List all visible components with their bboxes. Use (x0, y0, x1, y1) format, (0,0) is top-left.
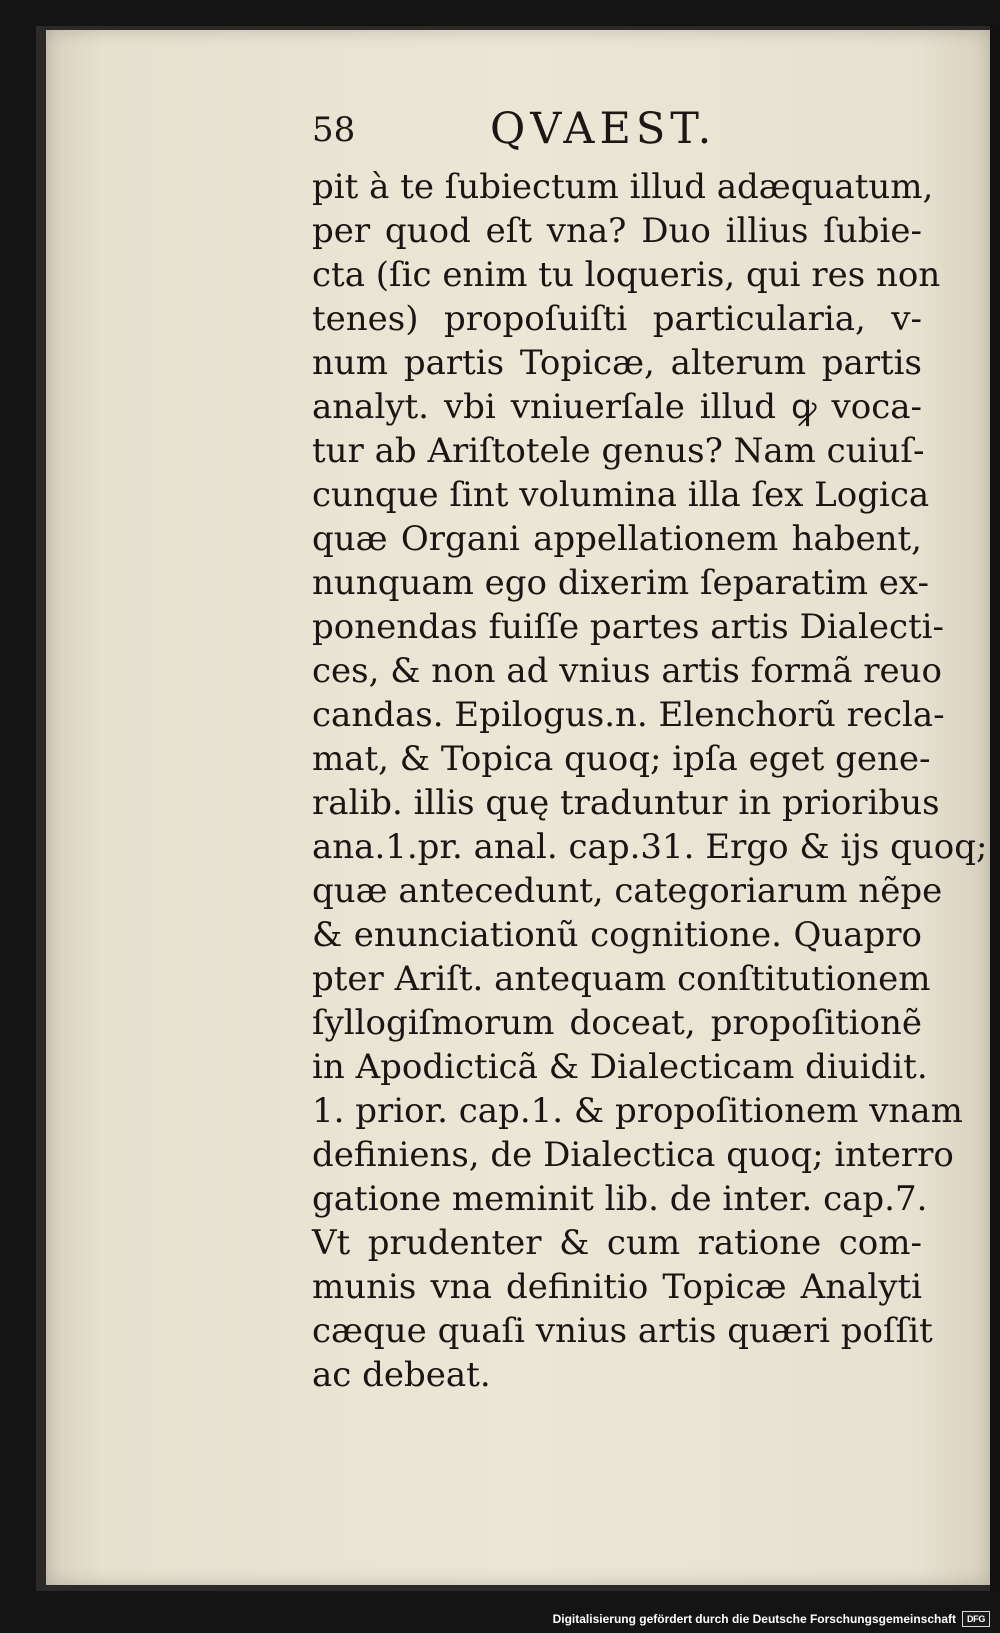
text-line: ralib. illis quę traduntur in prioribus (312, 783, 940, 823)
credit-text: Digitalisierung gefördert durch die Deutsche Forschungsgemeinschaft (552, 1612, 956, 1626)
text-line: definiens, de Dialectica quoq; interro (312, 1135, 954, 1175)
text-line: Vt prudenter & cum ratione com- (312, 1223, 922, 1263)
text-line: ces, & non ad vnius artis formã reuo (312, 651, 943, 691)
text-line: quæ antecedunt, categoriarum nẽpe (312, 871, 943, 911)
text-line: cunque ſint volumina illa ſex Logica (312, 475, 930, 515)
text-line: & enunciationũ cognitione. Quapro (312, 915, 922, 955)
text-line: munis vna definitio Topicæ Analyti (312, 1267, 922, 1307)
text-line: ana.1.pr. anal. cap.31. Ergo & ijs quoq; (312, 827, 988, 867)
text-line: quæ Organi appellationem habent, (312, 519, 922, 559)
text-line: tenes) propoſuiſti particularia, v- (312, 299, 922, 339)
text-line: mat, & Topica quoq; ipſa eget gene- (312, 739, 931, 779)
page-edge (990, 26, 1000, 1591)
text-line: ac debeat. (312, 1355, 491, 1395)
text-line: pit à te ſubiectum illud adæquatum, (312, 167, 934, 207)
text-line: gatione meminit lib. de inter. cap.7. (312, 1179, 928, 1219)
text-line: tur ab Ariſtotele genus? Nam cuiuſ- (312, 431, 925, 471)
text-line: pter Ariſt. antequam conſtitutionem (312, 959, 931, 999)
text-line: cta (ſic enim tu loqueris, qui res non (312, 255, 941, 295)
digitization-credit (553, 1609, 990, 1629)
running-head-title: QVAEST. (490, 104, 717, 154)
text-line: cæque quaſi vnius artis quæri poſſit (312, 1311, 933, 1351)
text-line: in Apodicticã & Dialecticam diuidit. (312, 1047, 928, 1087)
page-number: 58 (312, 110, 356, 150)
text-line: ponendas fuiſſe partes artis Dialecti- (312, 607, 945, 647)
text-line: analyt. vbi vniuerſale illud ꝙ voca- (312, 387, 922, 427)
dfg-logo-icon: DFG (962, 1611, 990, 1627)
text-line: per quod eſt vna? Duo illius ſubie- (312, 211, 922, 251)
running-head (312, 104, 782, 158)
text-line: ſyllogiſmorum doceat, propoſitionẽ (312, 1003, 922, 1043)
text-line: nunquam ego dixerim ſeparatim ex- (312, 563, 929, 603)
text-line: 1. prior. cap.1. & propoſitionem vnam (312, 1091, 963, 1131)
text-line: candas. Epilogus.n. Elenchorũ recla- (312, 695, 945, 735)
text-block (312, 162, 988, 1412)
text-line: num partis Topicæ, alterum partis (312, 343, 922, 383)
